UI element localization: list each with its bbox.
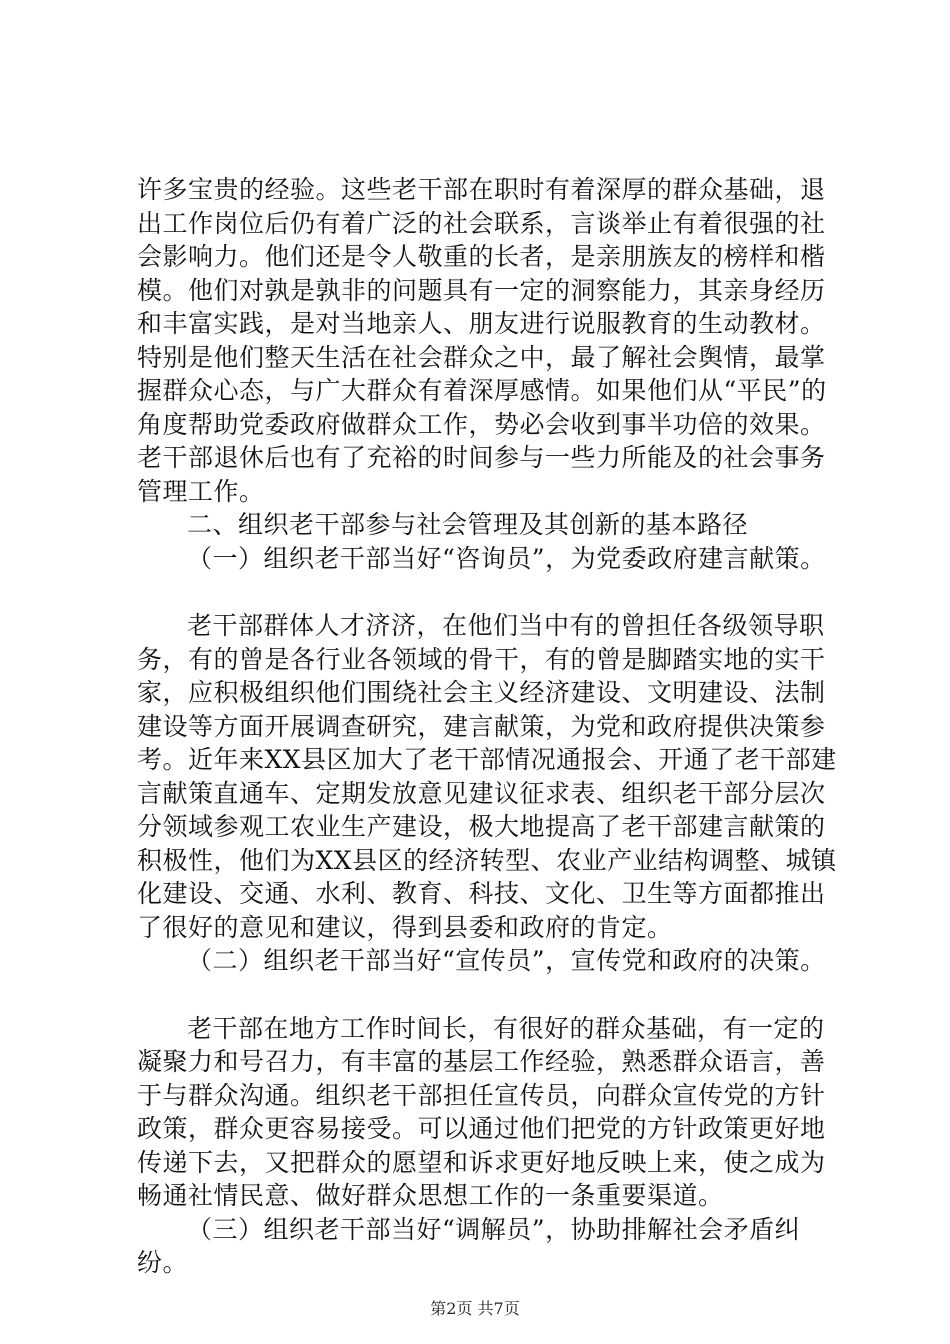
page-number-footer: 第2页 共7页	[430, 1299, 520, 1318]
subsection-heading-3: （三）组织老干部当好“调解员”，协助排解社会矛盾纠纷。	[137, 1214, 801, 1277]
paragraph-consultant: 老干部群体人才济济，在他们当中有的曾担任各级领导职务，有的曾是各行业各领域的骨干，有的曾是脚踏实地的实干家，应积极组织他们围绕社会主义经济建设、文明建设、法制建设等方面开展调查研究，建言献策，为党和政府提供决策参考。近年来XX县区加大了老干部情况通报会、开通了老干部建言献策直通车、定期发放意见建议征求表、组织老干部分层次分领域参观工农业生产建设，极大地提高了老干部建言献策的积极性，他们为XX县区的经济转型、农业产业结构调整、城镇化建设、交通、水利、教育、科技、文化、卫生等方面都推出了很好的意见和建议，得到县委和政府的肯定。	[137, 611, 837, 942]
section-heading: 二、组织老干部参与社会管理及其创新的基本路径	[187, 510, 749, 539]
paragraph-publicist: 老干部在地方工作时间长，有很好的群众基础，有一定的凝聚力和号召力，有丰富的基层工作经验，熟悉群众语言，善于与群众沟通。组织老干部担任宣传员，向群众宣传党的方针政策，群众更容易接受。可以通过他们把党的方针政策更好地传递下去，又把群众的愿望和诉求更好地反映上来，使之成为畅通社情民意、做好群众思想工作的一条重要渠道。	[137, 1013, 826, 1210]
subsection-heading-1: （一）组织老干部当好“咨询员”，为党委政府建言献策。	[187, 543, 826, 573]
paragraph-continuation: 许多宝贵的经验。这些老干部在职时有着深厚的群众基础，退出工作岗位后仍有着广泛的社会联系，言谈举止有着很强的社会影响力。他们还是令人敬重的长者，是亲朋族友的榜样和楷模。他们对孰是孰非的问题具有一定的洞察能力，其亲身经历和丰富实践，是对当地亲人、朋友进行说服教育的生动教材。特别是他们整天生活在社会群众之中，最了解社会舆情，最掌握群众心态，与广大群众有着深厚感情。如果他们从“平民”的角度帮助党委政府做群众工作，势必会收到事半功倍的效果。老干部退休后也有了充裕的时间参与一些力所能及的社会事务管理工作。	[137, 175, 827, 506]
document-body	[137, 173, 837, 1280]
subsection-heading-2: （二）组织老干部当好“宣传员”，宣传党和政府的决策。	[187, 946, 826, 975]
